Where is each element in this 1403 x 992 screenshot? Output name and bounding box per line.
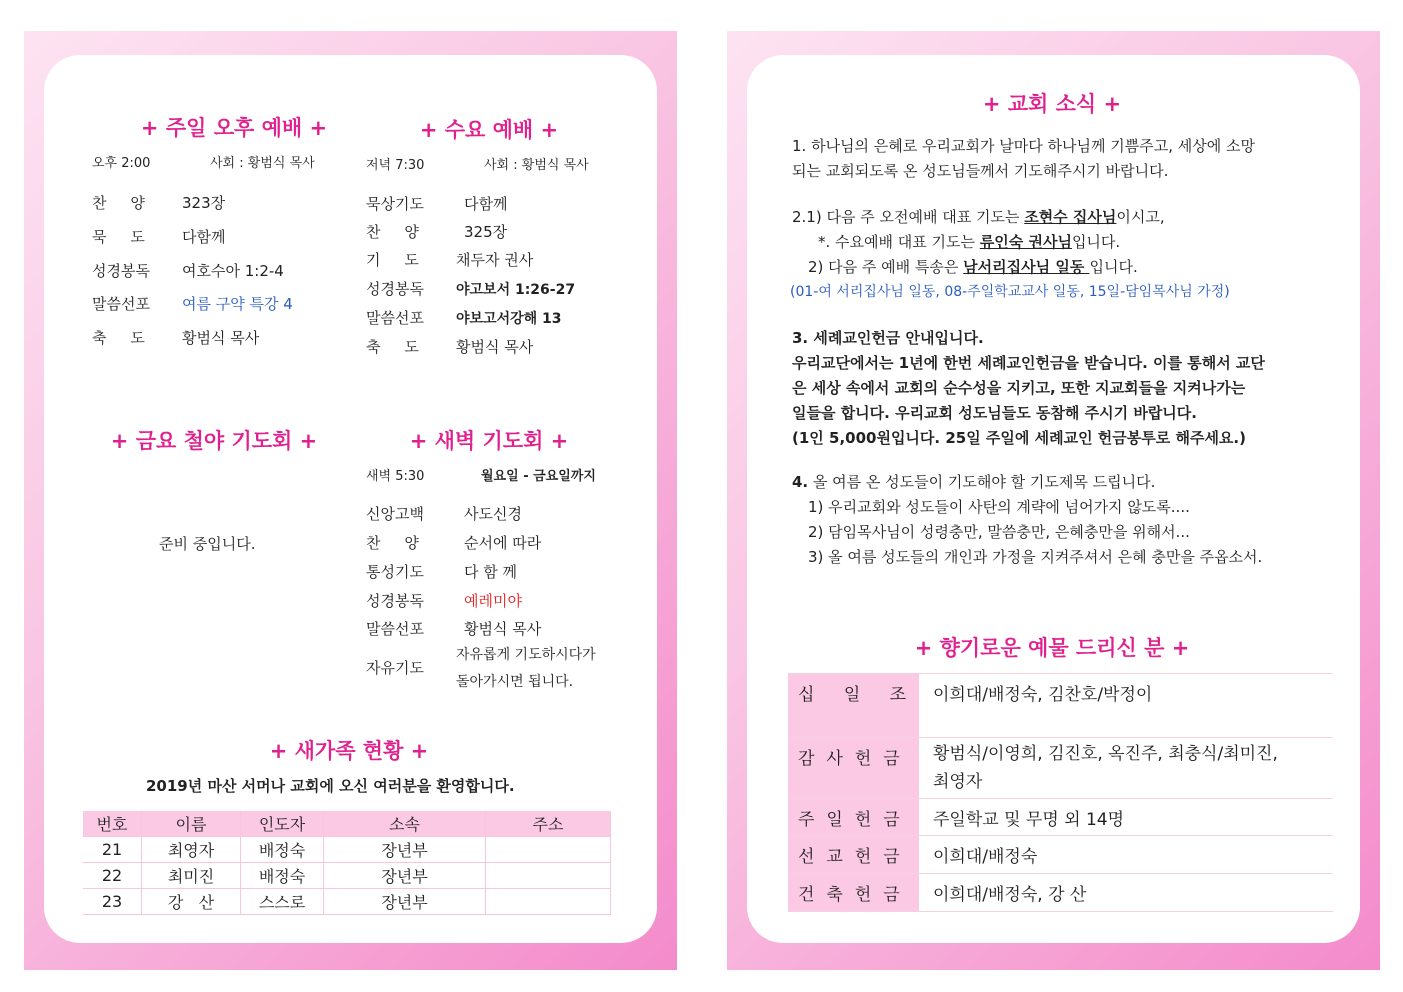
table-header-row	[83, 811, 611, 837]
cell: 배정숙	[241, 863, 324, 889]
cell: 23	[83, 889, 142, 915]
sunday-pm-item: 성경봉독 여호수아 1:2-4	[92, 262, 284, 280]
wednesday-item: 찬 양 325장	[366, 223, 508, 241]
table-row	[83, 889, 611, 915]
cell: 최미진	[142, 863, 241, 889]
cell: 최영자	[142, 837, 241, 863]
table-row	[788, 799, 1333, 836]
col-group: 소속	[324, 811, 486, 837]
dawn-item: 말씀선포 황범식 목사	[366, 620, 542, 638]
offering-names: 황범식/이영희, 김진호, 옥진주, 최충식/최미진, 최영자	[919, 738, 1333, 799]
wednesday-item: 묵상기도 다함께	[366, 195, 508, 213]
news-item-4: 4. 올 여름 온 성도들이 기도해야 할 기도제목 드립니다. 1) 우리교회와 성도들이 사탄의 계략에 넘어가지 않도록.... 2) 담임목사님이 성령충만, 말씀충만, 은혜충만을 위해서... 3) 올 여름 성도들의 개인과 가정을 지켜주셔서 은혜 충만을 주옵소서.	[792, 473, 1263, 566]
dawn-free-prayer-line2: 돌아가시면 됩니다.	[456, 674, 574, 690]
offering-label: 선교헌금	[788, 836, 919, 874]
dawn-item: 찬 양 순서에 따라	[366, 534, 542, 552]
cell: 22	[83, 863, 142, 889]
cell: 장년부	[324, 837, 486, 863]
newcomers-table	[83, 811, 611, 915]
sunday-pm-item: 축 도 황범식 목사	[92, 329, 260, 347]
offering-label: 감사헌금	[788, 738, 919, 799]
cell: 배정숙	[241, 837, 324, 863]
cell: 강 산	[142, 889, 241, 915]
left-page-frame	[24, 31, 677, 970]
offering-label: 십 일 조	[788, 674, 919, 738]
dawn-days: 월요일 - 금요일까지	[481, 469, 596, 484]
table-row	[83, 837, 611, 863]
dawn-item: 자유기도	[366, 659, 424, 677]
col-name: 이름	[142, 811, 241, 837]
wednesday-item: 성경봉독 야고보서 1:26-27	[366, 280, 576, 298]
table-row	[788, 874, 1333, 912]
newcomers-title: + 새가족 현황 +	[269, 739, 429, 763]
offerings-title: + 향기로운 예물 드리신 분 +	[914, 636, 1190, 660]
offering-names: 이희대/배정숙	[919, 836, 1333, 874]
friday-note: 준비 중입니다.	[159, 535, 256, 553]
wednesday-item: 축 도 황범식 목사	[366, 338, 534, 356]
table-row	[788, 674, 1333, 738]
news-item-3: 3. 세례교인헌금 안내입니다. 우리교단에서는 1년에 한번 세례교인헌금을 받습니다. 이를 통해서 교단 은 세상 속에서 교회의 순수성을 지키고, 또한 지교회들을 지켜나가는 일들을 합니다. 우리교회 성도님들도 동참해 주시기 바랍니다. (1인 5,000원입니다. 25일 주일에 세례교인 헌금봉투로 해주세요.)	[792, 329, 1265, 447]
col-number: 번호	[83, 811, 142, 837]
newcomers-subtitle: 2019년 마산 서머나 교회에 오신 여러분을 환영합니다.	[146, 777, 515, 795]
right-page-frame	[727, 31, 1380, 970]
offering-label: 건축헌금	[788, 874, 919, 912]
wednesday-item: 기 도 채두자 권사	[366, 251, 534, 269]
sunday-pm-item: 찬 양 323장	[92, 194, 226, 212]
offering-names: 주일학교 및 무명 외 14명	[919, 799, 1333, 836]
offering-label: 주일헌금	[788, 799, 919, 836]
table-row	[788, 836, 1333, 874]
wednesday-title: + 수요 예배 +	[419, 118, 559, 142]
offering-names: 이희대/배정숙, 김찬호/박정이	[919, 674, 1333, 738]
dawn-time: 새벽 5:30	[366, 469, 425, 484]
dawn-item: 통성기도 다 함 께	[366, 563, 518, 581]
news-item-1: 1. 하나님의 은혜로 우리교회가 날마다 하나님께 기쁨주고, 세상에 소망 되는 교회되도록 온 성도님들께서 기도해주시기 바랍니다.	[792, 137, 1255, 180]
cell: 장년부	[324, 863, 486, 889]
cell	[486, 837, 611, 863]
wednesday-item: 말씀선포 야보고서강해 13	[366, 309, 562, 327]
sunday-pm-title: + 주일 오후 예배 +	[140, 116, 328, 140]
dawn-title: + 새벽 기도회 +	[409, 429, 569, 453]
sunday-pm-item: 말씀선포 여름 구약 특강 4	[92, 295, 293, 313]
dawn-item: 성경봉독 예레미야	[366, 592, 522, 610]
cell: 스스로	[241, 889, 324, 915]
offerings-table	[788, 673, 1333, 912]
offering-names: 이희대/배정숙, 강 산	[919, 874, 1333, 912]
news-item-2: 2.1) 다음 주 오전예배 대표 기도는 조현수 집사님이시고, *. 수요예배 대표 기도는 류인숙 권사님입니다. 2) 다음 주 예배 특송은 남서리집사님 일동 입니다. (01-여 서리집사님 일동, 08-주일학교교사 일동, 15일-담임목사님 가정)	[790, 208, 1230, 300]
left-page-card	[44, 55, 657, 943]
table-row	[83, 863, 611, 889]
wednesday-time: 저녁 7:30	[366, 158, 425, 173]
dawn-free-prayer-line1: 자유롭게 기도하시다가	[456, 647, 596, 663]
col-address: 주소	[486, 811, 611, 837]
sunday-pm-time: 오후 2:00	[92, 156, 151, 171]
col-guide: 인도자	[241, 811, 324, 837]
news-title: + 교회 소식 +	[982, 92, 1122, 116]
table-row	[788, 738, 1333, 799]
dawn-item: 신앙고백 사도신경	[366, 505, 522, 523]
cell: 21	[83, 837, 142, 863]
cell	[486, 889, 611, 915]
cell: 장년부	[324, 889, 486, 915]
cell	[486, 863, 611, 889]
right-page-card	[747, 55, 1360, 943]
sunday-pm-leader: 사회 : 황범식 목사	[210, 156, 315, 171]
wednesday-leader: 사회 : 황범식 목사	[484, 158, 589, 173]
friday-title: + 금요 철야 기도회 +	[110, 429, 318, 453]
sunday-pm-item: 묵 도 다함께	[92, 228, 226, 246]
